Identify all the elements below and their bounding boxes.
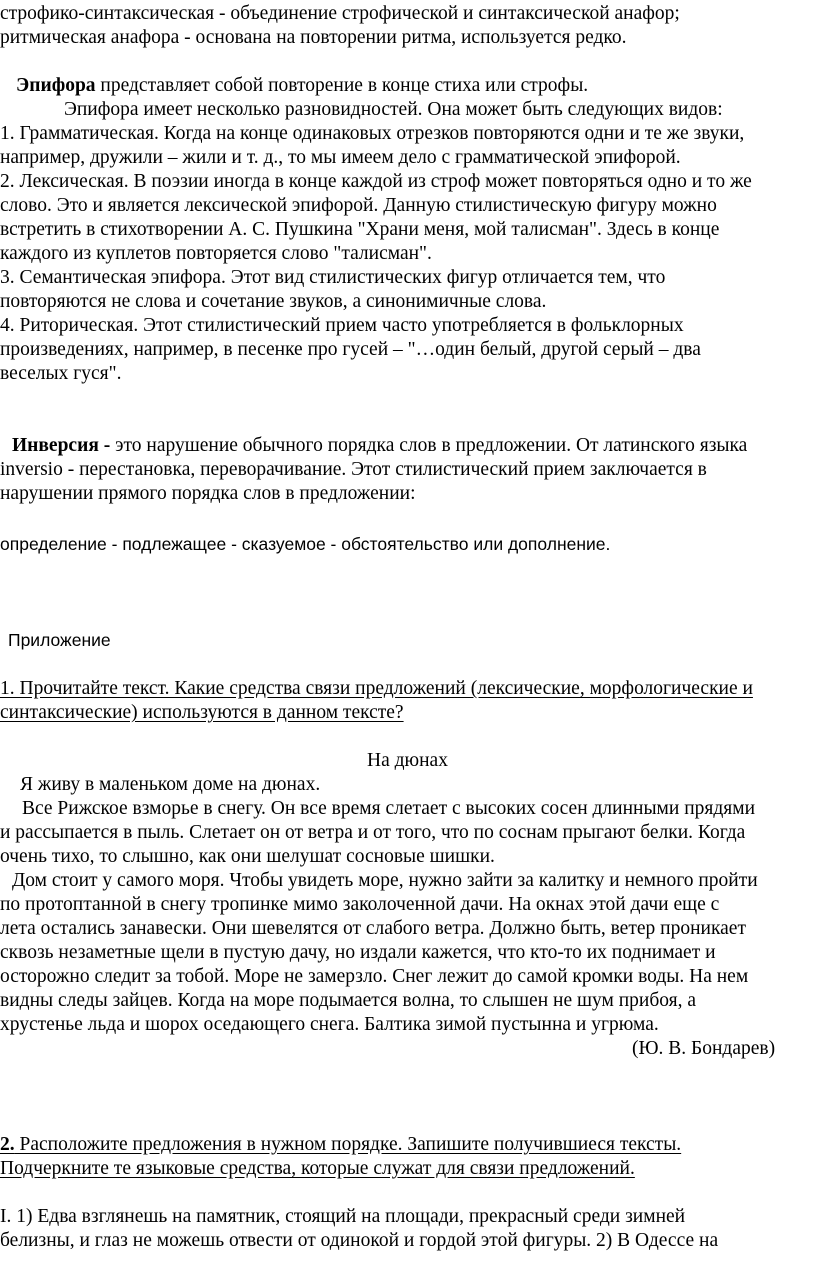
epiphora-definition [16, 74, 588, 98]
story-line: видны следы зайцев. Когда на море подымается волна, то слышен не шум прибоя, а [0, 990, 697, 1011]
story-title: На дюнах [367, 750, 448, 771]
epiphora-term: Эпифора [16, 75, 96, 96]
epiphora-line: каждого из куплетов повторяется слово "талисман". [0, 243, 432, 264]
epiphora-line: веселых гуся". [0, 363, 122, 384]
story-author: (Ю. В. Бондарев) [632, 1038, 776, 1059]
epiphora-line: 2. Лексическая. В поэзии иногда в конце каждой из строф может повторяться одно и то же [0, 171, 752, 192]
anaphora-strophic-line: строфико-синтаксическая - объединение строфической и синтаксической анафор; [0, 3, 680, 24]
story-line: хрустенье льда и шорох оседающего снега. Балтика зимой пустынна и угрюма. [0, 1014, 659, 1035]
exercise-line: белизны, и глаз не можешь отвести от одинокой и гордой этой фигуры. 2) В Одессе на [0, 1230, 719, 1251]
task1-line: 1. Прочитайте текст. Какие средства связи предложений (лексические, морфологические и [0, 678, 753, 699]
inversion-term: Инверсия - [12, 435, 111, 456]
task2-line [0, 1133, 681, 1157]
epiphora-line: 4. Риторическая. Этот стилистический прием часто употребляется в фольклорных [0, 315, 684, 336]
inversion-definition [12, 434, 747, 458]
story-line: по протоптанной в снегу тропинке мимо заколоченной дачи. На окнах этой дачи еще с [0, 894, 720, 915]
epiphora-line: например, дружили – жили и т. д., то мы имеем дело с грамматической эпифорой. [0, 147, 681, 168]
story-line: Я живу в маленьком доме на дюнах. [20, 774, 321, 795]
exercise-line: I. 1) Едва взглянешь на памятник, стоящий на площади, прекрасный среди зимней [0, 1206, 686, 1227]
inversion-definition-text: это нарушение обычного порядка слов в предложении. От латинского языка [110, 435, 748, 456]
epiphora-intro: Эпифора имеет несколько разновидностей. Она может быть следующих видов: [64, 99, 723, 120]
epiphora-line: 1. Грамматическая. Когда на конце одинаковых отрезков повторяются одни и те же звуки, [0, 123, 745, 144]
inversion-line: inversio - перестановка, переворачивание. Этот стилистический прием заключается в [0, 459, 707, 480]
story-line: осторожно следит за тобой. Море не замерзло. Снег лежит до самой кромки воды. На нем [0, 966, 749, 987]
task2-number: 2. [0, 1134, 15, 1155]
story-line: очень тихо, то слышно, как они шелушат сосновые шишки. [0, 846, 495, 867]
epiphora-line: слово. Это и является лексической эпифорой. Данную стилистическую фигуру можно [0, 195, 717, 216]
story-line: Дом стоит у самого моря. Чтобы увидеть море, нужно зайти за калитку и немного пройти [12, 870, 758, 891]
inversion-scheme: определение - подлежащее - сказуемое - обстоятельство или дополнение. [0, 534, 611, 554]
anaphora-rhythmic-line: ритмическая анафора - основана на повторении ритма, используется редко. [0, 27, 627, 48]
epiphora-line: 3. Семантическая эпифора. Этот вид стилистических фигур отличается тем, что [0, 267, 666, 288]
epiphora-line: произведениях, например, в песенке про гусей – "…один белый, другой серый – два [0, 339, 701, 360]
task2-line: Подчеркните те языковые средства, которые служат для связи предложений. [0, 1158, 635, 1179]
story-line: и рассыпается в пыль. Слетает он от ветра и от того, что по соснам прыгают белки. Когда [0, 822, 746, 843]
appendix-title: Приложение [8, 630, 111, 650]
inversion-line: нарушении прямого порядка слов в предложении: [0, 483, 416, 504]
story-line: лета остались занавески. Они шевелятся от слабого ветра. Должно быть, ветер проникает [0, 918, 746, 939]
epiphora-line: встретить в стихотворении А. С. Пушкина "Храни меня, мой талисман". Здесь в конце [0, 219, 720, 240]
task2-line-text: Расположите предложения в нужном порядке. Запишите получившиеся тексты. [14, 1134, 682, 1155]
task1-line: синтаксические) используются в данном тексте? [0, 702, 404, 723]
epiphora-line: повторяются не слова и сочетание звуков, а синонимичные слова. [0, 291, 547, 312]
story-line: сквозь незаметные щели в пустую дачу, но издали кажется, что кто-то их поднимает и [0, 942, 716, 963]
epiphora-definition-text: представляет собой повторение в конце стиха или строфы. [95, 75, 589, 96]
story-line: Все Рижское взморье в снегу. Он все время слетает с высоких сосен длинными прядями [22, 798, 756, 819]
